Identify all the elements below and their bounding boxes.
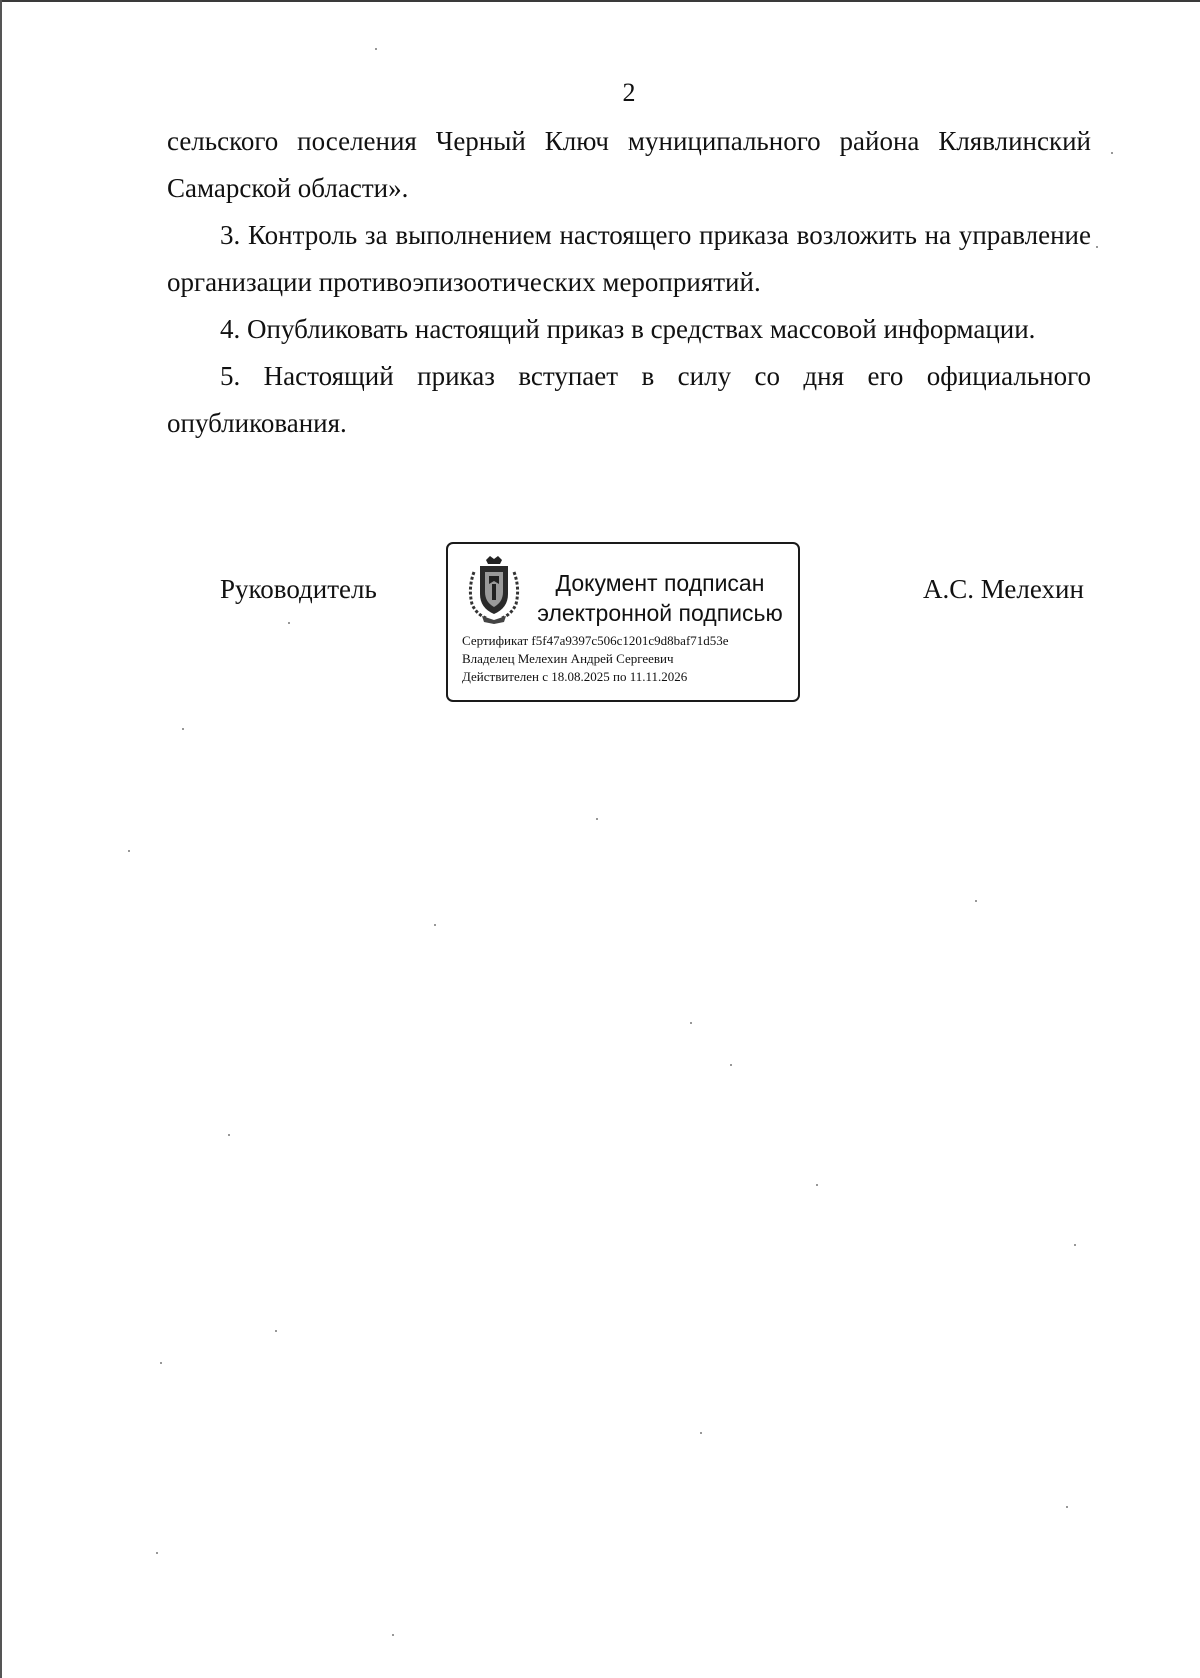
page-number: 2 <box>622 78 636 107</box>
scan-speck <box>1111 152 1113 154</box>
scan-speck <box>156 1552 158 1554</box>
scan-speck <box>434 924 436 926</box>
scan-edge-left <box>0 0 2 1678</box>
scan-speck <box>690 1022 692 1024</box>
paragraph-continued: сельского поселения Черный Ключ муниципального района Клявлинский Самарской области». <box>167 126 1091 203</box>
paragraph-item-3: 3. Контроль за выполнением настоящего приказа возложить на управление организации противоэпизоотических мероприятий. <box>167 220 1091 297</box>
scan-speck <box>128 850 130 852</box>
stamp-owner: Владелец Мелехин Андрей Сергеевич <box>462 651 674 666</box>
coat-of-arms-icon <box>464 554 524 624</box>
scan-speck <box>275 1330 277 1332</box>
scan-speck <box>816 1184 818 1186</box>
stamp-title-line-2: электронной подписью <box>537 600 783 626</box>
stamp-validity: Действителен с 18.08.2025 по 11.11.2026 <box>462 669 688 684</box>
stamp-title-line-1: Документ подписан <box>555 570 765 596</box>
signature-name: А.С. Мелехин <box>923 574 1084 604</box>
scan-speck <box>160 1362 162 1364</box>
stamp-certificate: Сертификат f5f47a9397c506c1201c9d8baf71d53e <box>462 633 729 648</box>
paragraph-item-4: 4. Опубликовать настоящий приказ в средствах массовой информации. <box>220 314 1036 344</box>
scan-speck <box>1074 1244 1076 1246</box>
signature-role: Руководитель <box>220 574 377 604</box>
scan-speck <box>700 1432 702 1434</box>
scan-speck <box>1096 246 1098 248</box>
scan-speck <box>730 1064 732 1066</box>
scan-speck <box>1066 1506 1068 1508</box>
paragraph-item-5: 5. Настоящий приказ вступает в силу со дня его официального опубликования. <box>167 361 1091 438</box>
scan-speck <box>288 622 290 624</box>
scan-edge-top <box>0 0 1200 2</box>
document-body <box>167 118 1091 447</box>
scan-speck <box>975 900 977 902</box>
scan-speck <box>228 1134 230 1136</box>
stamp-title <box>528 568 792 628</box>
scan-speck <box>596 818 598 820</box>
stamp-details <box>462 632 729 686</box>
electronic-signature-stamp <box>446 542 800 702</box>
scan-speck <box>182 728 184 730</box>
scan-speck <box>375 48 377 50</box>
scan-speck <box>392 1634 394 1636</box>
